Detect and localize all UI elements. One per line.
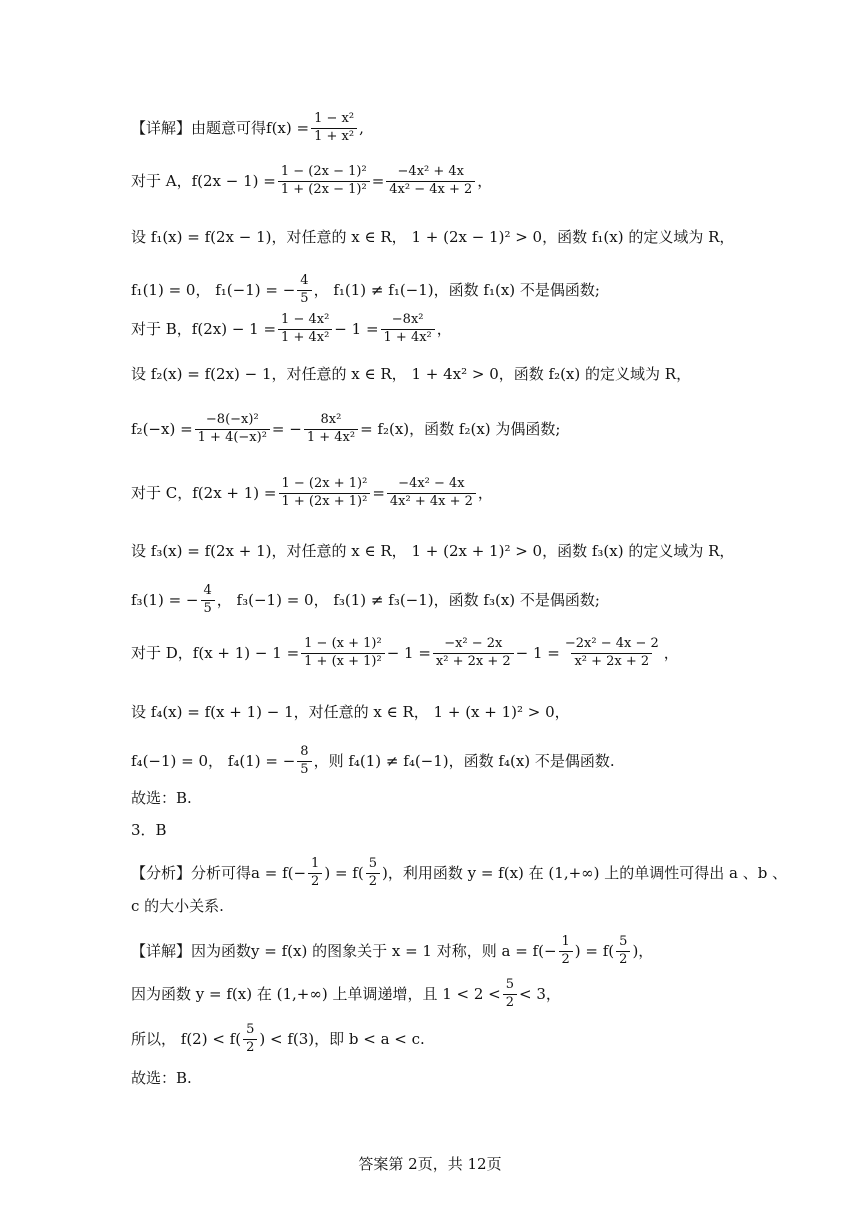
- fraction-numerator: 5: [619, 934, 628, 949]
- math-text: ,: [359, 118, 364, 137]
- fraction-numerator: 8x²: [320, 412, 342, 427]
- math-text: 因为函数 y = f(x) 在 (1,+∞) 上单调递增，且 1 < 2 <: [131, 984, 501, 1003]
- text-line: [131, 935, 653, 968]
- math-text: f₃(1) = −: [131, 590, 199, 609]
- math-text: ，: [436, 319, 452, 338]
- fraction: [562, 637, 662, 670]
- fraction-denominator: 1 + x²: [311, 128, 357, 145]
- page-footer: 答案第 2页，共 12页: [358, 1155, 502, 1173]
- fraction: [297, 745, 311, 778]
- fraction-denominator: 4x² − 4x + 2: [386, 181, 475, 198]
- fraction-numerator: −4x² − 4x: [398, 476, 465, 491]
- fraction-numerator: 8: [300, 744, 309, 759]
- fraction: [297, 274, 311, 307]
- fraction-numerator: 1 − (2x + 1)²: [281, 476, 368, 491]
- math-text: =: [372, 483, 385, 502]
- fraction-denominator: 2: [559, 951, 573, 968]
- text-line: [131, 822, 167, 839]
- fraction: [433, 637, 514, 670]
- fraction-numerator: 5: [246, 1022, 255, 1037]
- fraction-denominator: 5: [201, 600, 215, 617]
- math-text: − 1 =: [515, 643, 560, 662]
- math-text: 设 f₂(x) = f(2x) − 1，对任意的 x ∈ R， 1 + 4x² > 0，函数 f₂(x) 的定义域为 R，: [131, 365, 692, 383]
- text-line: [131, 704, 570, 721]
- fraction: [503, 978, 517, 1011]
- fraction-numerator: 1 − (x + 1)²: [304, 636, 382, 651]
- text-line: [131, 898, 224, 915]
- line-lead: 【详解】因为函数: [131, 941, 252, 960]
- math-text: a = f(−: [251, 863, 307, 882]
- fraction-denominator: 2: [503, 994, 517, 1011]
- fraction-denominator: 1 + 4x²: [381, 329, 435, 346]
- fraction: [387, 477, 476, 510]
- math-text: 设 f₃(x) = f(2x + 1)，对任意的 x ∈ R， 1 + (2x + 1)² > 0，函数 f₃(x) 的定义域为 R，: [131, 542, 735, 560]
- fraction: [278, 165, 370, 198]
- text-line: [131, 1023, 425, 1056]
- text-line: [131, 413, 560, 446]
- fraction-denominator: 2: [243, 1039, 257, 1056]
- math-text: − 1 =: [386, 643, 431, 662]
- math-text: )，利用函数 y = f(x) 在 (1,+∞) 上的单调性可得出 a 、b 、: [381, 863, 788, 882]
- fraction-numerator: −x² − 2x: [444, 636, 503, 651]
- math-text: f(x) =: [266, 118, 310, 137]
- fraction-denominator: 2: [308, 873, 322, 890]
- fraction: [386, 165, 475, 198]
- fraction-numerator: −4x² + 4x: [397, 164, 464, 179]
- fraction-denominator: 1 + 4x²: [304, 429, 358, 446]
- math-text: < 3，: [519, 984, 561, 1003]
- fraction: [279, 477, 371, 510]
- math-text: f₁(1) = 0， f₁(−1) = −: [131, 280, 296, 299]
- fraction: [311, 112, 357, 145]
- text-line: [131, 857, 787, 890]
- fraction: [559, 935, 573, 968]
- math-text: = −: [271, 419, 302, 438]
- text-line: [131, 165, 492, 198]
- math-text: f₂(−x) =: [131, 419, 193, 438]
- text-line: [131, 1070, 192, 1087]
- line-lead: 对于 C，: [131, 483, 193, 502]
- fraction: [366, 857, 380, 890]
- fraction: [304, 413, 358, 446]
- math-text: c 的大小关系.: [131, 897, 224, 915]
- fraction-numerator: 5: [505, 977, 515, 992]
- math-text: ，则 f₄(1) ≠ f₄(−1)，函数 f₄(x) 不是偶函数.: [313, 751, 615, 770]
- fraction-numerator: 4: [203, 583, 212, 598]
- fraction-numerator: 1 − (2x − 1)²: [280, 164, 367, 179]
- text-line: [131, 366, 691, 383]
- fraction-denominator: x² + 2x + 2: [433, 653, 514, 670]
- text-line: [131, 978, 561, 1011]
- line-lead: 对于 B，: [131, 319, 192, 338]
- math-text: ) = f(: [574, 941, 615, 960]
- fraction-numerator: 4: [300, 273, 309, 288]
- line-lead: 3．B: [131, 821, 167, 839]
- math-text: f(2x + 1) =: [192, 483, 277, 502]
- fraction-numerator: −8(−x)²: [205, 412, 259, 427]
- line-lead: 故选：B.: [131, 1069, 192, 1087]
- text-line: [131, 584, 600, 617]
- math-text: ，: [477, 171, 493, 190]
- fraction: [308, 857, 322, 890]
- fraction-denominator: 4x² + 4x + 2: [387, 493, 476, 510]
- math-text: ，: [477, 483, 493, 502]
- text-line: [131, 637, 679, 670]
- fraction-denominator: 5: [297, 761, 311, 778]
- math-text: ，: [663, 643, 679, 662]
- fraction-numerator: −8x²: [391, 312, 424, 327]
- fraction-numerator: 1 − 4x²: [281, 312, 330, 327]
- math-text: = f₂(x)，函数 f₂(x) 为偶函数;: [360, 419, 561, 438]
- math-text: ， f₁(1) ≠ f₁(−1)，函数 f₁(x) 不是偶函数;: [313, 280, 600, 299]
- text-line: [131, 745, 615, 778]
- math-text: f(2x) − 1 =: [191, 319, 277, 338]
- math-text: 设 f₁(x) = f(2x − 1)，对任意的 x ∈ R， 1 + (2x − 1)² > 0，函数 f₁(x) 的定义域为 R，: [131, 228, 735, 246]
- fraction-numerator: −2x² − 4x − 2: [564, 636, 659, 651]
- fraction: [381, 313, 435, 346]
- fraction: [201, 584, 215, 617]
- math-text: ) = f(: [324, 863, 364, 882]
- math-text: )，: [632, 941, 654, 960]
- line-lead: 【分析】分析可得: [131, 863, 252, 882]
- math-text: 设 f₄(x) = f(x + 1) − 1，对任意的 x ∈ R， 1 + (x + 1)² > 0，: [131, 703, 570, 721]
- text-line: [131, 112, 364, 145]
- math-text: f₄(−1) = 0， f₄(1) = −: [131, 751, 296, 770]
- math-text: y = f(x) 的图象关于 x = 1 对称，则 a = f(−: [251, 941, 557, 960]
- math-text: ) < f(3)，即 b < a < c.: [259, 1029, 425, 1048]
- fraction-denominator: 1 + 4(−x)²: [195, 429, 270, 446]
- fraction: [301, 637, 385, 670]
- fraction: [616, 935, 630, 968]
- fraction-numerator: 1: [311, 856, 320, 871]
- fraction: [195, 413, 270, 446]
- fraction: [278, 313, 332, 346]
- text-line: [131, 274, 600, 307]
- fraction-denominator: x² + 2x + 2: [571, 653, 652, 670]
- text-line: [131, 229, 734, 246]
- fraction-denominator: 1 + 4x²: [278, 329, 332, 346]
- fraction-denominator: 1 + (2x − 1)²: [278, 181, 370, 198]
- math-text: =: [371, 171, 385, 190]
- text-line: [131, 543, 734, 560]
- math-text: f(2x − 1) =: [191, 171, 276, 190]
- fraction-numerator: 5: [368, 856, 377, 871]
- fraction-denominator: 5: [297, 290, 311, 307]
- math-text: 所以， f(2) < f(: [131, 1029, 242, 1048]
- fraction-numerator: 1: [561, 934, 570, 949]
- math-text: f(x + 1) − 1 =: [192, 643, 300, 662]
- fraction-denominator: 2: [366, 873, 380, 890]
- line-lead: 对于 A，: [131, 171, 192, 190]
- fraction: [243, 1023, 257, 1056]
- line-lead: 故选：B.: [131, 789, 192, 807]
- fraction-numerator: 1 − x²: [314, 111, 355, 126]
- math-text: − 1 =: [334, 319, 379, 338]
- fraction-denominator: 1 + (x + 1)²: [301, 653, 385, 670]
- math-text: ， f₃(−1) = 0， f₃(1) ≠ f₃(−1)，函数 f₃(x) 不是偶函数;: [216, 590, 600, 609]
- fraction-denominator: 1 + (2x + 1)²: [279, 493, 371, 510]
- line-lead: 【详解】由题意可得: [131, 118, 267, 137]
- line-lead: 对于 D，: [131, 643, 193, 662]
- text-line: [131, 790, 192, 807]
- fraction-denominator: 2: [616, 951, 630, 968]
- text-line: [131, 477, 493, 510]
- text-line: [131, 313, 452, 346]
